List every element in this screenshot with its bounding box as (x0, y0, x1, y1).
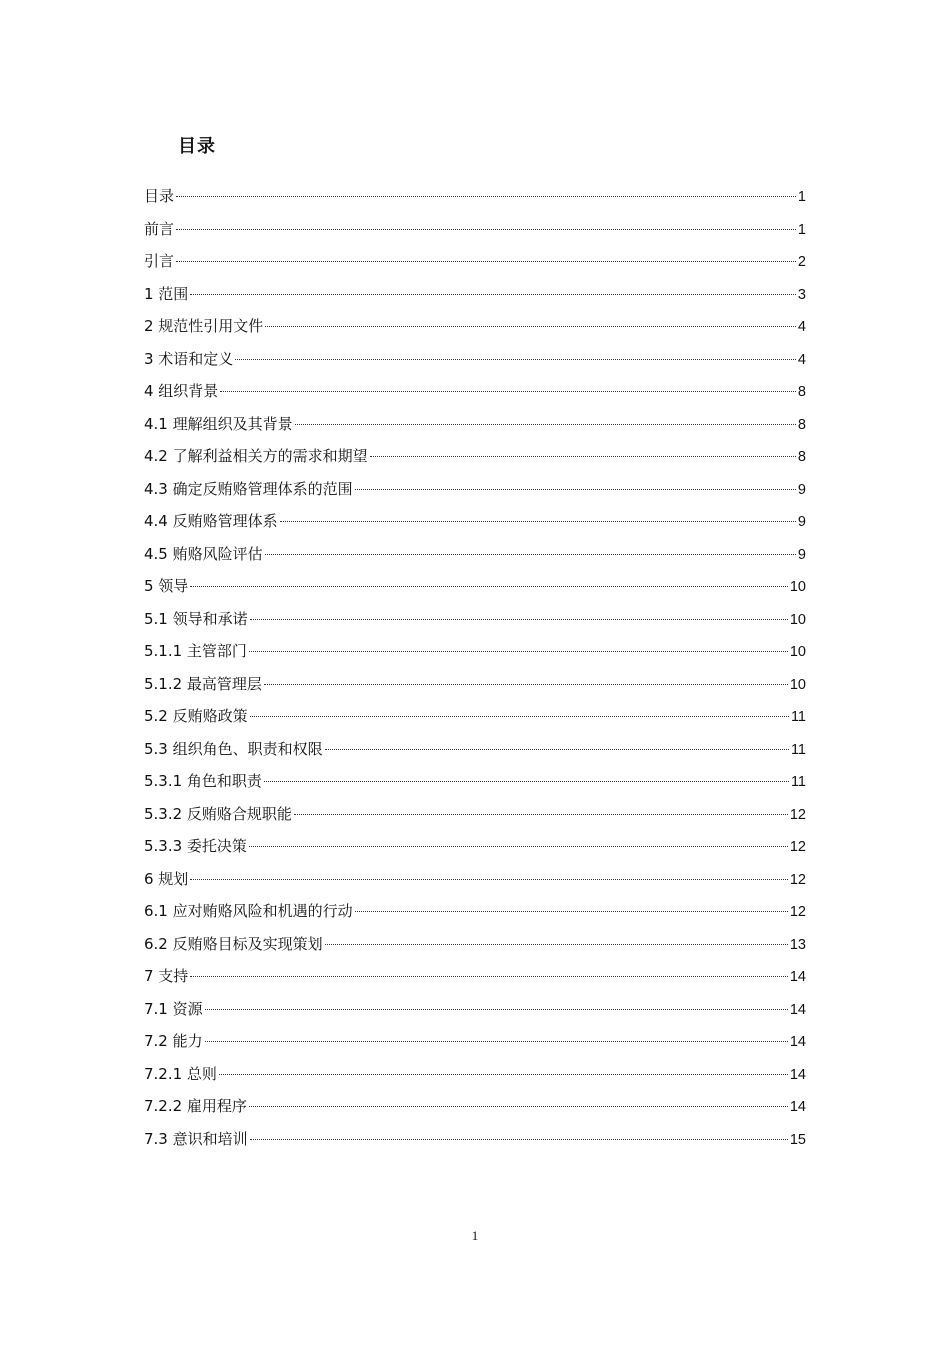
toc-entry[interactable] (144, 245, 806, 278)
toc-list (144, 180, 806, 1155)
toc-entry-title: 7.1 资源 (144, 999, 203, 1018)
toc-entry[interactable] (144, 700, 806, 733)
toc-entry-page: 3 (797, 286, 806, 303)
toc-entry-title: 4.4 反贿赂管理体系 (144, 512, 278, 530)
toc-entry-page: 13 (789, 936, 806, 953)
toc-entry-title: 5.1.1 主管部门 (144, 642, 247, 660)
toc-entry-title: 5.3.3 委托决策 (144, 837, 247, 855)
toc-entry-page: 11 (790, 709, 806, 725)
toc-dot-leader (176, 196, 796, 197)
toc-entry-title: 4.1 理解组织及其背景 (144, 414, 293, 433)
toc-dot-leader (220, 391, 796, 392)
toc-heading: 目录 (178, 136, 216, 157)
page-number: 1 (471, 1228, 479, 1243)
toc-entry-page: 14 (789, 1099, 806, 1115)
toc-entry-page: 10 (789, 611, 806, 628)
toc-entry-title: 4.5 贿赂风险评估 (144, 544, 263, 563)
toc-entry[interactable] (144, 375, 806, 408)
toc-dot-leader (176, 261, 796, 262)
toc-dot-leader (249, 846, 788, 847)
toc-entry-page: 11 (790, 774, 806, 790)
toc-dot-leader (219, 1074, 788, 1075)
toc-entry-page: 10 (789, 676, 806, 693)
toc-entry[interactable] (144, 668, 806, 701)
toc-entry-title: 5.3.1 角色和职责 (144, 772, 262, 790)
toc-entry[interactable] (144, 960, 806, 993)
toc-dot-leader (250, 716, 789, 717)
toc-entry-title: 7.2.2 雇用程序 (144, 1097, 247, 1115)
toc-entry[interactable] (144, 408, 806, 441)
toc-entry[interactable] (144, 1123, 806, 1156)
toc-entry-page: 4 (797, 319, 806, 335)
toc-dot-leader (264, 684, 788, 685)
toc-entry-title: 5.1.2 最高管理层 (144, 674, 262, 693)
toc-dot-leader (265, 326, 796, 327)
toc-entry-title: 4 组织背景 (144, 382, 219, 400)
toc-entry-title: 引言 (144, 252, 175, 270)
toc-entry-page: 12 (789, 839, 806, 855)
toc-dot-leader (190, 294, 796, 295)
toc-entry-title: 7.2 能力 (144, 1032, 203, 1050)
toc-dot-leader (249, 1106, 788, 1107)
toc-entry[interactable] (144, 895, 806, 928)
toc-entry-title: 7 支持 (144, 967, 189, 985)
toc-entry[interactable] (144, 1025, 806, 1058)
toc-dot-leader (295, 424, 796, 425)
toc-dot-leader (249, 651, 788, 652)
toc-dot-leader (190, 976, 788, 977)
toc-entry-page: 8 (797, 449, 806, 465)
toc-entry[interactable] (144, 928, 806, 961)
toc-entry[interactable] (144, 993, 806, 1026)
toc-dot-leader (280, 521, 796, 522)
toc-dot-leader (190, 586, 788, 587)
toc-entry[interactable] (144, 538, 806, 571)
toc-entry-page: 1 (797, 189, 806, 205)
toc-entry-title: 3 术语和定义 (144, 349, 234, 368)
toc-entry[interactable] (144, 278, 806, 311)
toc-entry-title: 7.2.1 总则 (144, 1064, 217, 1083)
toc-dot-leader (250, 1139, 788, 1140)
toc-entry[interactable] (144, 473, 806, 506)
toc-entry-page: 8 (797, 384, 806, 400)
toc-entry-title: 4.2 了解利益相关方的需求和期望 (144, 447, 368, 465)
toc-entry-page: 14 (789, 969, 806, 985)
toc-entry-page: 12 (789, 904, 806, 920)
toc-dot-leader (370, 456, 796, 457)
toc-entry-title: 6.1 应对贿赂风险和机遇的行动 (144, 902, 353, 920)
toc-dot-leader (250, 619, 788, 620)
toc-entry-title: 2 规范性引用文件 (144, 317, 264, 335)
toc-entry[interactable] (144, 1090, 806, 1123)
toc-entry-title: 5 领导 (144, 577, 189, 595)
toc-entry-title: 前言 (144, 219, 175, 238)
toc-entry-title: 5.3 组织角色、职责和权限 (144, 739, 323, 758)
toc-entry-title: 7.3 意识和培训 (144, 1129, 248, 1148)
toc-entry-page: 14 (789, 1066, 806, 1083)
toc-dot-leader (325, 944, 788, 945)
toc-dot-leader (264, 781, 789, 782)
toc-entry-page: 12 (789, 806, 806, 823)
toc-entry[interactable] (144, 1058, 806, 1091)
toc-dot-leader (355, 911, 788, 912)
toc-entry-title: 5.3.2 反贿赂合规职能 (144, 804, 292, 823)
toc-entry[interactable] (144, 765, 806, 798)
toc-entry-page: 15 (789, 1131, 806, 1148)
toc-dot-leader (355, 489, 796, 490)
toc-entry[interactable] (144, 440, 806, 473)
toc-entry-title: 5.1 领导和承诺 (144, 609, 248, 628)
toc-dot-leader (205, 1009, 788, 1010)
toc-entry[interactable] (144, 505, 806, 538)
toc-entry-page: 9 (797, 514, 806, 530)
toc-entry[interactable] (144, 213, 806, 246)
toc-entry-title: 目录 (144, 187, 175, 205)
toc-entry-title: 5.2 反贿赂政策 (144, 707, 248, 725)
toc-entry-page: 9 (797, 546, 806, 563)
toc-entry-title: 6 规划 (144, 869, 189, 888)
toc-entry-title: 1 范围 (144, 284, 189, 303)
toc-entry-page: 14 (789, 1001, 806, 1018)
toc-entry[interactable] (144, 603, 806, 636)
toc-dot-leader (176, 229, 796, 230)
toc-entry[interactable] (144, 180, 806, 213)
toc-dot-leader (205, 1041, 788, 1042)
toc-dot-leader (325, 749, 789, 750)
toc-entry-page: 10 (789, 644, 806, 660)
toc-dot-leader (235, 359, 796, 360)
toc-entry-title: 4.3 确定反贿赂管理体系的范围 (144, 479, 353, 498)
toc-entry-page: 14 (789, 1034, 806, 1050)
toc-entry[interactable] (144, 830, 806, 863)
toc-entry[interactable] (144, 733, 806, 766)
toc-entry-title: 6.2 反贿赂目标及实现策划 (144, 934, 323, 953)
toc-entry[interactable] (144, 310, 806, 343)
toc-entry[interactable] (144, 570, 806, 603)
toc-entry-page: 12 (789, 871, 806, 888)
toc-entry[interactable] (144, 798, 806, 831)
toc-entry-page: 4 (797, 351, 806, 368)
toc-dot-leader (265, 554, 796, 555)
toc-entry-page: 11 (790, 741, 806, 758)
toc-entry[interactable] (144, 343, 806, 376)
toc-entry-page: 8 (797, 416, 806, 433)
toc-dot-leader (190, 879, 788, 880)
toc-entry-page: 10 (789, 579, 806, 595)
toc-entry[interactable] (144, 635, 806, 668)
toc-entry-page: 9 (797, 481, 806, 498)
toc-entry-page: 1 (797, 221, 806, 238)
toc-entry-page: 2 (797, 254, 806, 270)
toc-entry[interactable] (144, 863, 806, 896)
toc-dot-leader (294, 814, 788, 815)
